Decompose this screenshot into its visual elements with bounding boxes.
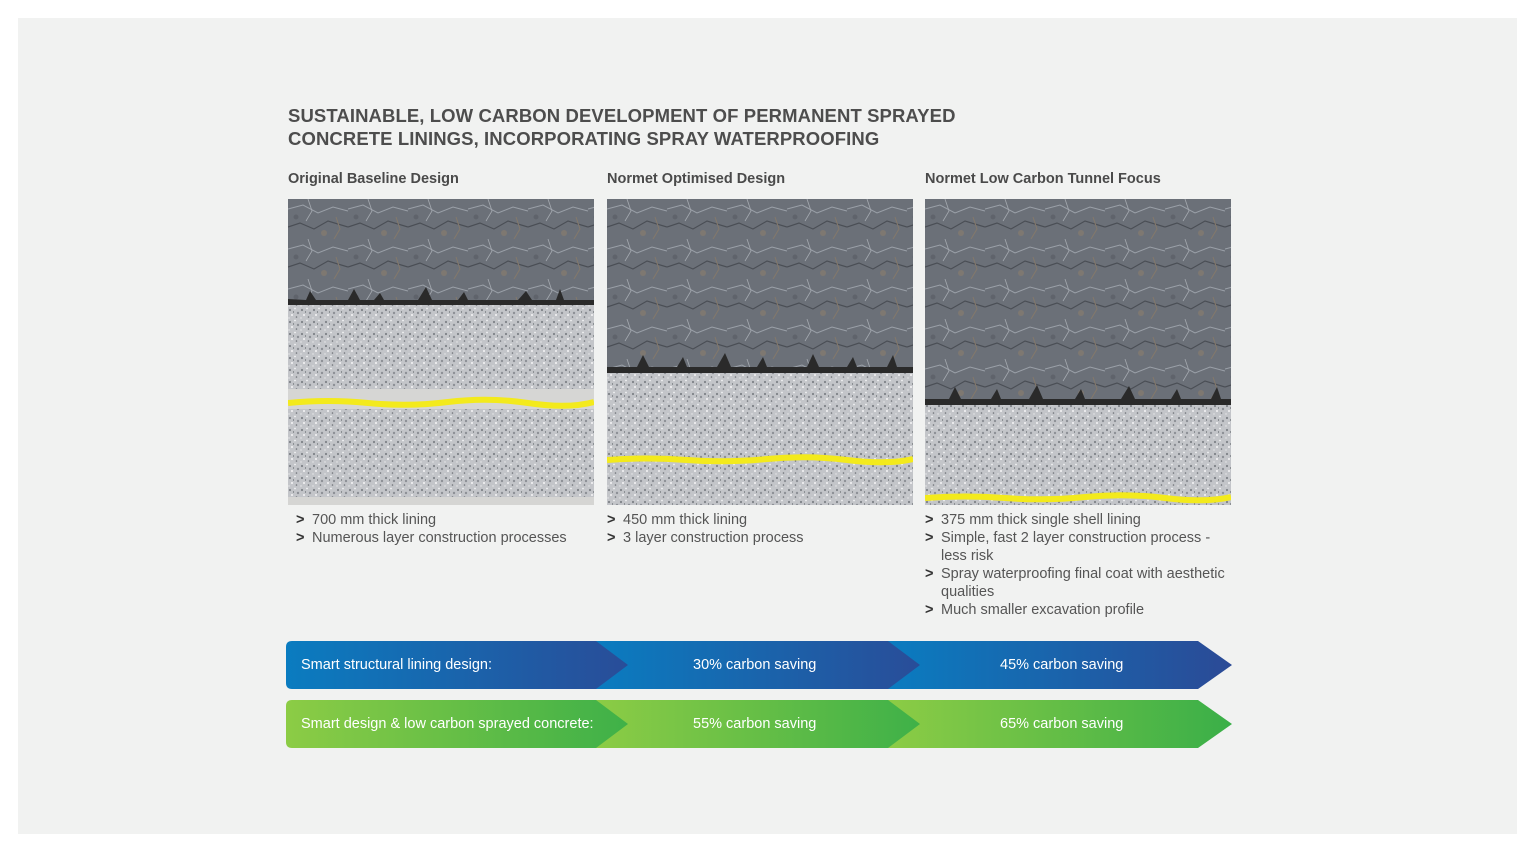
column-heading-baseline: Original Baseline Design (288, 171, 459, 187)
band-low-carbon-concrete (286, 700, 1232, 748)
bullet-item: > Numerous layer construction processes (296, 530, 567, 547)
chevron-icon: > (607, 512, 616, 528)
chevron-icon: > (925, 512, 934, 528)
band-structural-lining (286, 641, 1232, 689)
band-value: 65% carbon saving (1000, 716, 1124, 732)
band-value: 30% carbon saving (693, 657, 817, 673)
chevron-icon: > (607, 530, 616, 547)
diagram-baseline (288, 199, 594, 505)
rock-layer (288, 199, 594, 301)
bullet-item: > Spray waterproofing final coat with aesthetic qualities (925, 566, 1225, 600)
title-line-2: CONCRETE LININGS, INCORPORATING SPRAY WATERPROOFING (288, 128, 880, 149)
bullet-item: > Much smaller excavation profile (925, 602, 1145, 619)
bullets-baseline (296, 512, 596, 548)
diagram-optimised (607, 199, 913, 505)
band-value: 55% carbon saving (693, 716, 817, 732)
bullet-item: > 375 mm thick single shell lining (925, 512, 1141, 528)
bullets-optimised (607, 512, 907, 548)
bullets-low-carbon (925, 512, 1235, 620)
bullet-item: > Simple, fast 2 layer construction process - less risk (925, 530, 1211, 564)
diagram-low-carbon (925, 199, 1231, 505)
bullet-item: > 450 mm thick lining (607, 512, 748, 528)
column-heading-optimised: Normet Optimised Design (607, 171, 786, 187)
chevron-icon: > (296, 530, 305, 547)
rock-layer (925, 199, 1231, 401)
column-heading-low-carbon: Normet Low Carbon Tunnel Focus (925, 171, 1161, 187)
band-value: 45% carbon saving (1000, 657, 1124, 673)
title-line-1: SUSTAINABLE, LOW CARBON DEVELOPMENT OF PERMANENT SPRAYED (288, 105, 956, 126)
band-label: Smart structural lining design: (301, 657, 492, 673)
chevron-icon: > (925, 566, 934, 583)
bullet-item: > 700 mm thick lining (296, 512, 437, 528)
chevron-icon: > (925, 530, 934, 547)
chevron-icon: > (925, 602, 934, 619)
page-title (288, 104, 1008, 150)
rock-layer (607, 199, 913, 369)
chevron-icon: > (296, 512, 305, 528)
bullet-item: > 3 layer construction process (607, 530, 804, 547)
band-label: Smart design & low carbon sprayed concrete: (301, 716, 594, 732)
